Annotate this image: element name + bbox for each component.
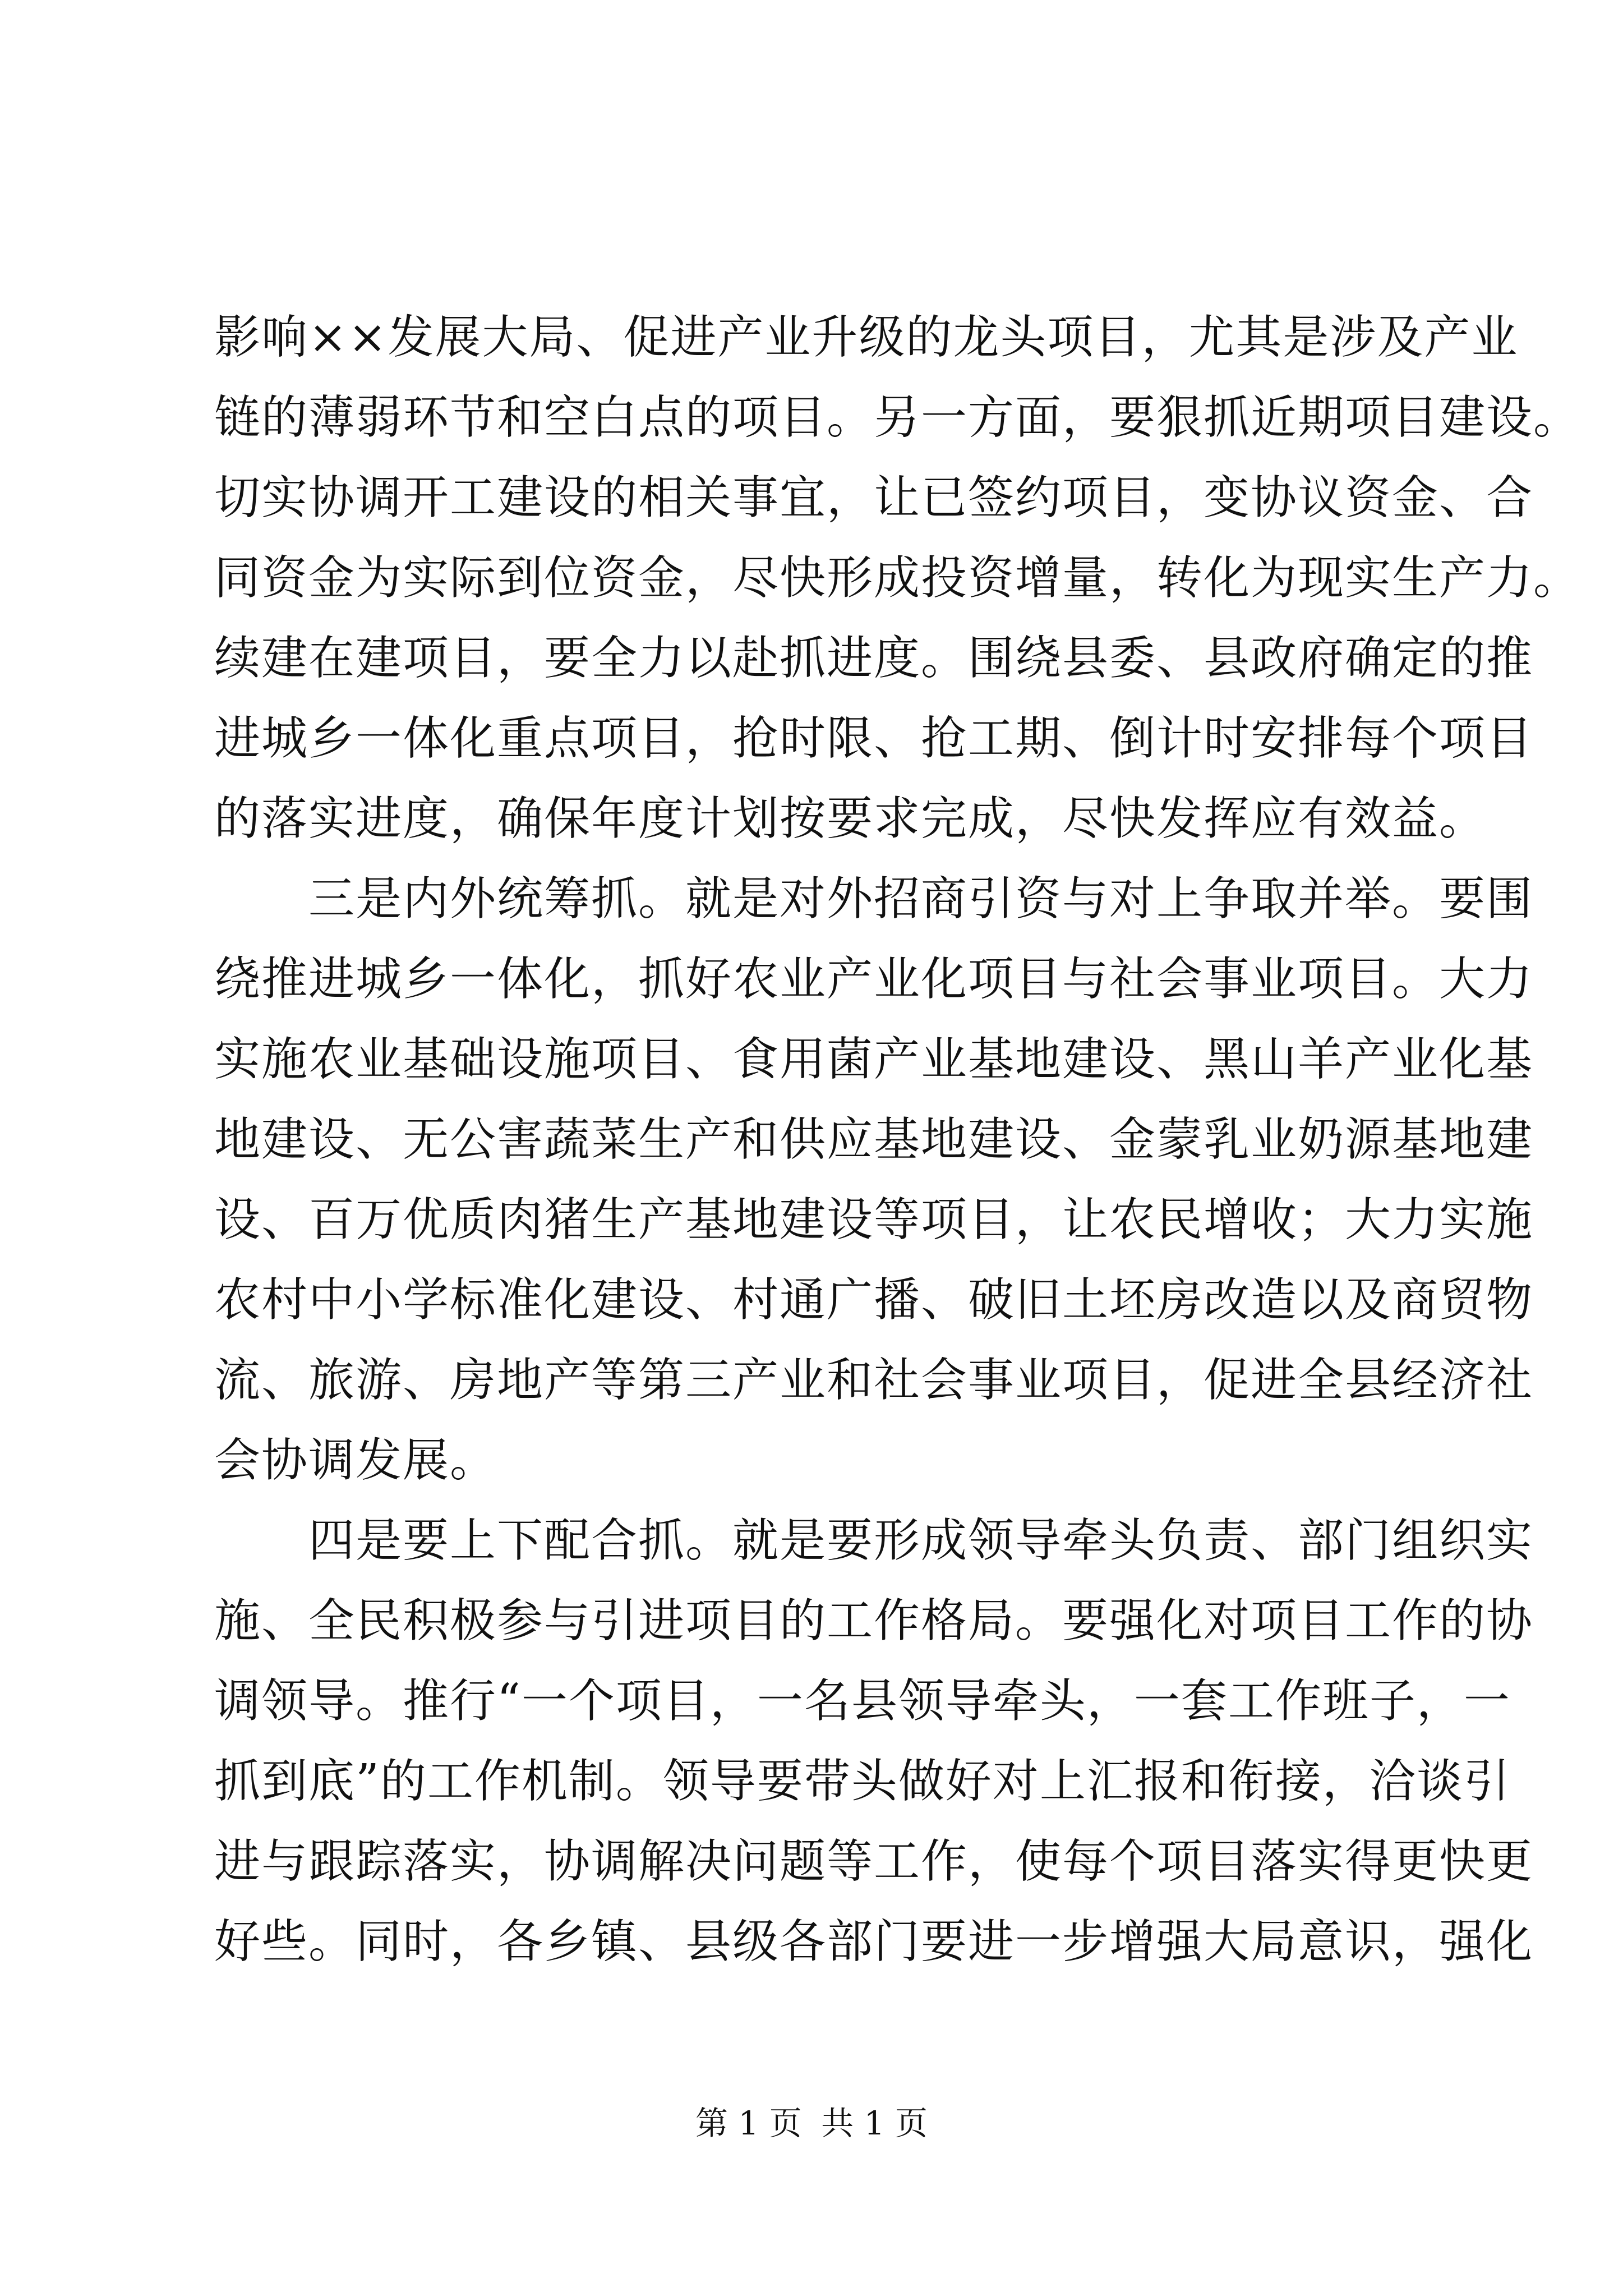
text-line: 好些。同时，各乡镇、县级各部门要进一步增强大局意识，强化 (214, 1915, 1534, 1968)
text-line: 绕推进城乡一体化，抓好农业产业化项目与社会事业项目。大力 (214, 953, 1534, 1006)
text-line: 设、百万优质肉猪生产基地建设等项目，让农民增收；大力实施 (214, 1193, 1534, 1246)
text-line: 抓到底”的工作机制。领导要带头做好对上汇报和衔接，洽谈引 (214, 1755, 1511, 1808)
paragraph-first-line: 三是内外统筹抓。就是对外招商引资与对上争取并举。要围 (308, 872, 1534, 926)
text-line: 进城乡一体化重点项目，抢时限、抢工期、倒计时安排每个项目 (214, 712, 1534, 765)
text-line: 切实协调开工建设的相关事宜，让已签约项目，变协议资金、合 (214, 471, 1534, 524)
text-line: 同资金为实际到位资金，尽快形成投资增量，转化为现实生产力。 (214, 551, 1581, 605)
text-line: 的落实进度，确保年度计划按要求完成，尽快发挥应有效益。 (214, 792, 1487, 845)
text-line: 会协调发展。 (214, 1434, 497, 1487)
text-line: 施、全民积极参与引进项目的工作格局。要强化对项目工作的协 (214, 1594, 1534, 1648)
page-footer (0, 2101, 1623, 2146)
page-number: 第 1 页 (695, 2104, 802, 2142)
paragraph-first-line: 四是要上下配合抓。就是要形成领导牵头负责、部门组织实 (308, 1514, 1534, 1567)
text-line: 链的薄弱环节和空白点的项目。另一方面，要狠抓近期项目建设。 (214, 391, 1581, 444)
text-line: 续建在建项目，要全力以赴抓进度。围绕县委、县政府确定的推 (214, 632, 1534, 685)
page-total: 共 1 页 (821, 2104, 928, 2142)
text-line: 流、旅游、房地产等第三产业和社会事业项目，促进全县经济社 (214, 1354, 1534, 1407)
text-line: 调领导。推行“一个项目，一名县领导牵头，一套工作班子，一 (214, 1674, 1511, 1728)
text-line: 进与跟踪落实，协调解决问题等工作，使每个项目落实得更快更 (214, 1835, 1534, 1888)
body-text (214, 297, 1581, 1982)
text-line: 实施农业基础设施项目、食用菌产业基地建设、黑山羊产业化基 (214, 1033, 1534, 1086)
text-line: 农村中小学标准化建设、村通广播、破旧土坯房改造以及商贸物 (214, 1273, 1534, 1327)
text-line: 地建设、无公害蔬菜生产和供应基地建设、金蒙乳业奶源基地建 (214, 1113, 1534, 1166)
text-line: 影响××发展大局、促进产业升级的龙头项目，尤其是涉及产业 (214, 311, 1519, 364)
